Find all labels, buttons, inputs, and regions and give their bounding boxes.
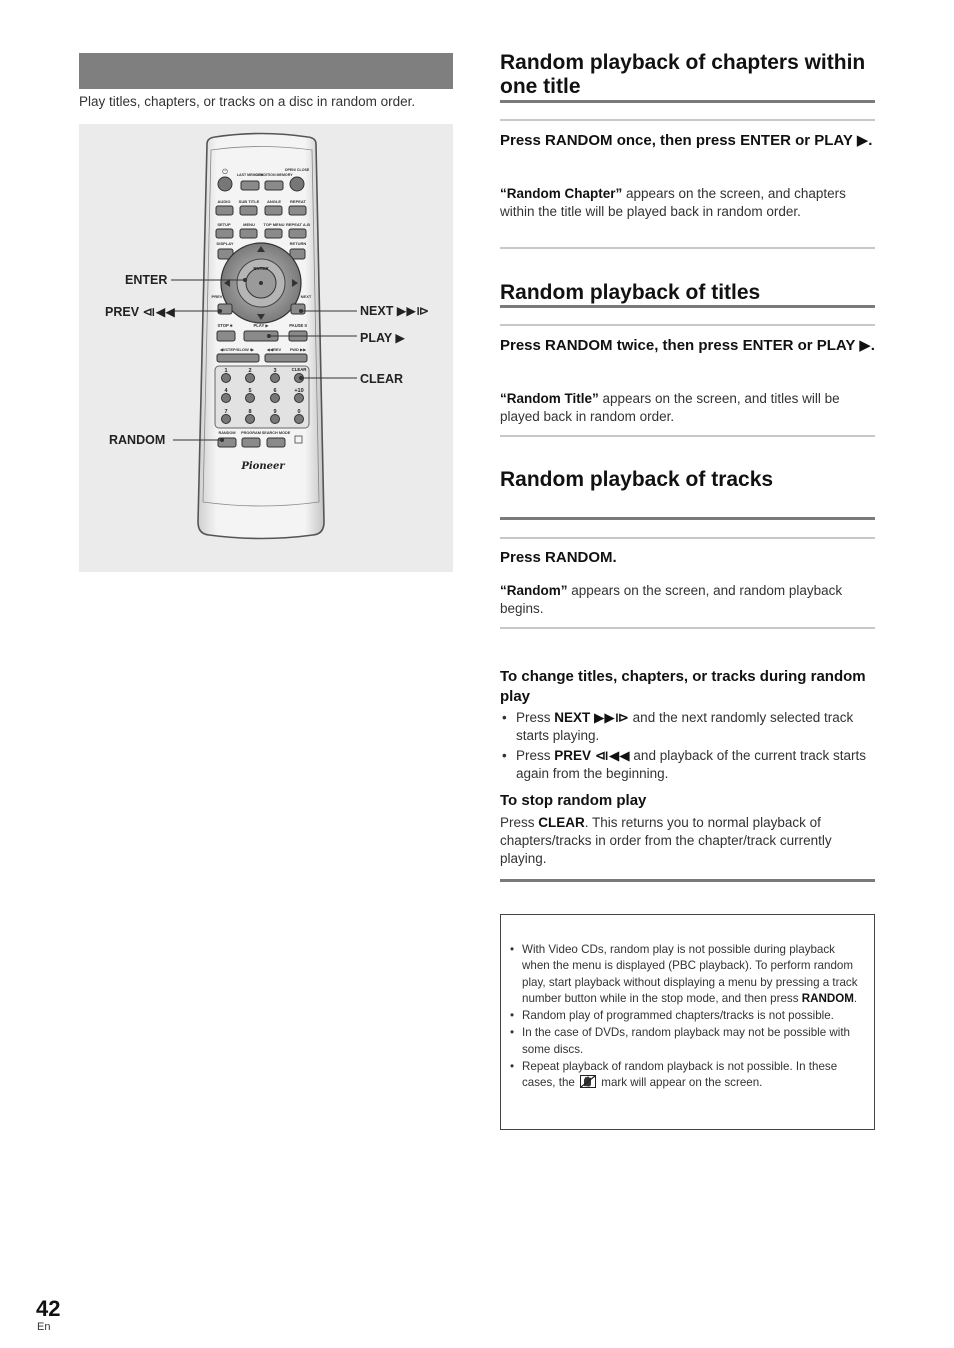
number-label: 3 bbox=[273, 368, 277, 374]
stop-key-label: STOP ■ bbox=[217, 323, 233, 328]
change-subtitle: To change titles, chapters, or tracks during random play bbox=[500, 668, 866, 705]
menu-label: MENU bbox=[243, 222, 255, 227]
sub-title-label: SUB TITLE bbox=[238, 199, 260, 204]
step-slow-button[interactable] bbox=[217, 354, 259, 362]
stop-post: . This returns you to normal playback of chapters/tracks in order from the chapter/track currently playing. bbox=[500, 815, 832, 866]
notes-list bbox=[509, 942, 859, 1093]
stop-pre: Press bbox=[500, 815, 539, 830]
number-label: 5 bbox=[248, 388, 252, 394]
menu-button[interactable] bbox=[240, 229, 257, 238]
num-8-button[interactable] bbox=[246, 415, 255, 424]
rev-label: ◀◀REV bbox=[266, 347, 282, 352]
stop-bold: CLEAR bbox=[538, 815, 585, 830]
power-button[interactable] bbox=[218, 177, 232, 191]
number-label: 1 bbox=[224, 368, 228, 374]
number-label: 8 bbox=[248, 409, 252, 415]
num-5-button[interactable] bbox=[246, 394, 255, 403]
number-label: 9 bbox=[273, 409, 277, 415]
divider bbox=[500, 324, 875, 326]
divider bbox=[500, 879, 875, 882]
last-memory-button[interactable] bbox=[241, 181, 259, 190]
num-1-button[interactable] bbox=[222, 374, 231, 383]
divider bbox=[500, 305, 875, 308]
bullet-post: and playback of the current track starts again from the beginning. bbox=[516, 748, 867, 781]
fwd-label: FWD ▶▶ bbox=[289, 347, 307, 352]
top-menu-button[interactable] bbox=[265, 229, 282, 238]
clear-key-label: CLEAR bbox=[291, 367, 307, 372]
scan-button[interactable] bbox=[265, 354, 307, 362]
sub-title-button[interactable] bbox=[240, 206, 257, 215]
divider bbox=[500, 119, 875, 121]
titles-description bbox=[500, 390, 875, 426]
num-4-button[interactable] bbox=[222, 394, 231, 403]
angle-button[interactable] bbox=[265, 206, 282, 215]
setup-button[interactable] bbox=[216, 229, 233, 238]
bullet-pre: Press bbox=[516, 748, 555, 763]
repeat-ab-label: REPEAT A-B bbox=[286, 222, 310, 227]
chapters-desc-rest: appears on the screen, and chapters within the title will be played back in random order. bbox=[500, 186, 846, 219]
note-item bbox=[509, 1059, 859, 1092]
number-label: +10 bbox=[294, 388, 304, 394]
next-button[interactable] bbox=[291, 304, 305, 314]
num-9-button[interactable] bbox=[271, 415, 280, 424]
pause-key-label: PAUSE II bbox=[289, 323, 307, 328]
top-menu-label: TOP MENU bbox=[263, 222, 285, 227]
intro-text: Play titles, chapters, or tracks on a disc in random order. bbox=[79, 94, 416, 109]
search-mode-label: SEARCH MODE bbox=[261, 431, 291, 435]
divider bbox=[500, 537, 875, 539]
prev-key-label: PREV bbox=[211, 294, 223, 299]
chapters-desc-bold: “Random Chapter” bbox=[500, 186, 623, 201]
num-7-button[interactable] bbox=[222, 415, 231, 424]
titles-section-title: Random playback of titles bbox=[500, 281, 761, 304]
setup-label: SETUP bbox=[217, 222, 231, 227]
note-pre: Random play of programmed chapters/tracks is not possible. bbox=[522, 1009, 834, 1023]
chapters-section-title: Random playback of chapters within one title bbox=[500, 51, 866, 98]
divider bbox=[500, 435, 875, 437]
tracks-step: Press RANDOM. bbox=[500, 549, 617, 566]
page-number: 42 bbox=[36, 1296, 61, 1321]
number-label: 7 bbox=[224, 409, 228, 415]
note-bold: RANDOM bbox=[801, 991, 854, 1005]
note-item bbox=[509, 1008, 859, 1024]
notes-box bbox=[500, 914, 875, 1130]
pioneer-logo: Pioneer bbox=[241, 461, 285, 472]
page-language: En bbox=[37, 1321, 51, 1333]
program-key-label: PROGRAM bbox=[241, 431, 261, 435]
titles-step: Press RANDOM twice, then press ENTER or PLAY ▶. bbox=[500, 337, 875, 354]
open-close-label: OPEN/ CLOSE bbox=[284, 168, 310, 172]
condition-memory-label: CONDITION MEMORY bbox=[255, 173, 293, 177]
num-2-button[interactable] bbox=[246, 374, 255, 383]
divider bbox=[500, 627, 875, 629]
note-post: mark will appear on the screen. bbox=[598, 1076, 763, 1090]
chapters-step: Press RANDOM once, then press ENTER or PLAY ▶. bbox=[500, 132, 873, 149]
note-pre: Repeat playback of random playback is not possible. In these cases, the bbox=[522, 1060, 838, 1090]
return-label: RETURN bbox=[289, 241, 307, 246]
note-pre: With Video CDs, random play is not possible during playback when the menu is displayed (PBC playback). To perform random play, start playback without displaying a menu by pressing a track number button while in the stop mode, and then press bbox=[522, 943, 858, 1005]
note-pre: In the case of DVDs, random playback may not be possible with some discs. bbox=[522, 1026, 851, 1056]
number-label: 0 bbox=[297, 409, 301, 415]
number-label: 2 bbox=[248, 368, 252, 374]
number-label: 6 bbox=[273, 388, 277, 394]
note-item bbox=[509, 942, 859, 1007]
chapters-description bbox=[500, 185, 875, 221]
open-close-button[interactable] bbox=[290, 177, 304, 191]
angle-label: ANGLE bbox=[267, 199, 281, 204]
bullet-post: and the next randomly selected track starts playing. bbox=[516, 710, 854, 743]
plus10-button[interactable] bbox=[295, 394, 304, 403]
search-mode-button[interactable] bbox=[267, 438, 285, 447]
enter-callout: ENTER bbox=[125, 273, 168, 287]
random-key-label: RANDOM bbox=[218, 431, 236, 435]
bullet-bold: PREV ⧏◀◀ bbox=[554, 748, 630, 763]
audio-label: AUDIO bbox=[217, 199, 231, 204]
divider bbox=[500, 517, 875, 520]
repeat-button[interactable] bbox=[289, 206, 306, 215]
next-callout: NEXT ▶▶⧐ bbox=[360, 304, 430, 318]
repeat-ab-button[interactable] bbox=[289, 229, 306, 238]
remote-control-illustration bbox=[79, 124, 453, 572]
clear-callout: CLEAR bbox=[360, 372, 404, 386]
audio-button[interactable] bbox=[216, 206, 233, 215]
prohibited-hand-icon bbox=[580, 1075, 596, 1088]
divider bbox=[500, 247, 875, 249]
bullet-bold: NEXT ▶▶⧐ bbox=[554, 710, 629, 725]
display-label: DISPLAY bbox=[216, 241, 234, 246]
last-memory-label: LAST MEMORY bbox=[236, 173, 264, 177]
note-item bbox=[509, 1025, 859, 1058]
tracks-description bbox=[500, 582, 875, 618]
bullet-pre: Press bbox=[516, 710, 555, 725]
prev-callout: PREV ⧏◀◀ bbox=[105, 305, 175, 319]
tracks-desc-rest: appears on the screen, and random playback begins. bbox=[500, 583, 843, 616]
stop-subtitle: To stop random play bbox=[500, 792, 647, 809]
play-key-label: PLAY ▶ bbox=[253, 323, 269, 328]
stop-description bbox=[500, 814, 875, 868]
program-button[interactable] bbox=[242, 438, 260, 447]
titles-desc-rest: appears on the screen, and titles will be played back in random order. bbox=[500, 391, 840, 424]
change-bullets bbox=[500, 709, 875, 785]
number-label: 4 bbox=[224, 388, 228, 394]
num-6-button[interactable] bbox=[271, 394, 280, 403]
section-header-bar bbox=[79, 53, 453, 89]
num-0-button[interactable] bbox=[295, 415, 304, 424]
num-3-button[interactable] bbox=[271, 374, 280, 383]
repeat-label: REPEAT bbox=[290, 199, 306, 204]
condition-memory-button[interactable] bbox=[265, 181, 283, 190]
svg-text:⏻: ⏻ bbox=[222, 168, 228, 176]
step-slow-label: ◀I/STEP/SLOW I▶ bbox=[219, 347, 255, 352]
random-callout: RANDOM bbox=[109, 433, 166, 447]
divider bbox=[500, 100, 875, 103]
tracks-desc-bold: “Random” bbox=[500, 583, 568, 598]
remote-illustration-panel bbox=[79, 124, 453, 572]
next-key-label: NEXT bbox=[300, 294, 312, 299]
note-post: . bbox=[853, 991, 858, 1005]
titles-desc-bold: “Random Title” bbox=[500, 391, 599, 406]
tracks-section-title: Random playback of tracks bbox=[500, 468, 774, 491]
enter-key-label: ENTER bbox=[253, 266, 269, 271]
list-item bbox=[500, 709, 875, 745]
list-item bbox=[500, 747, 875, 783]
play-callout: PLAY ▶ bbox=[360, 331, 406, 345]
stop-button[interactable] bbox=[217, 331, 235, 341]
